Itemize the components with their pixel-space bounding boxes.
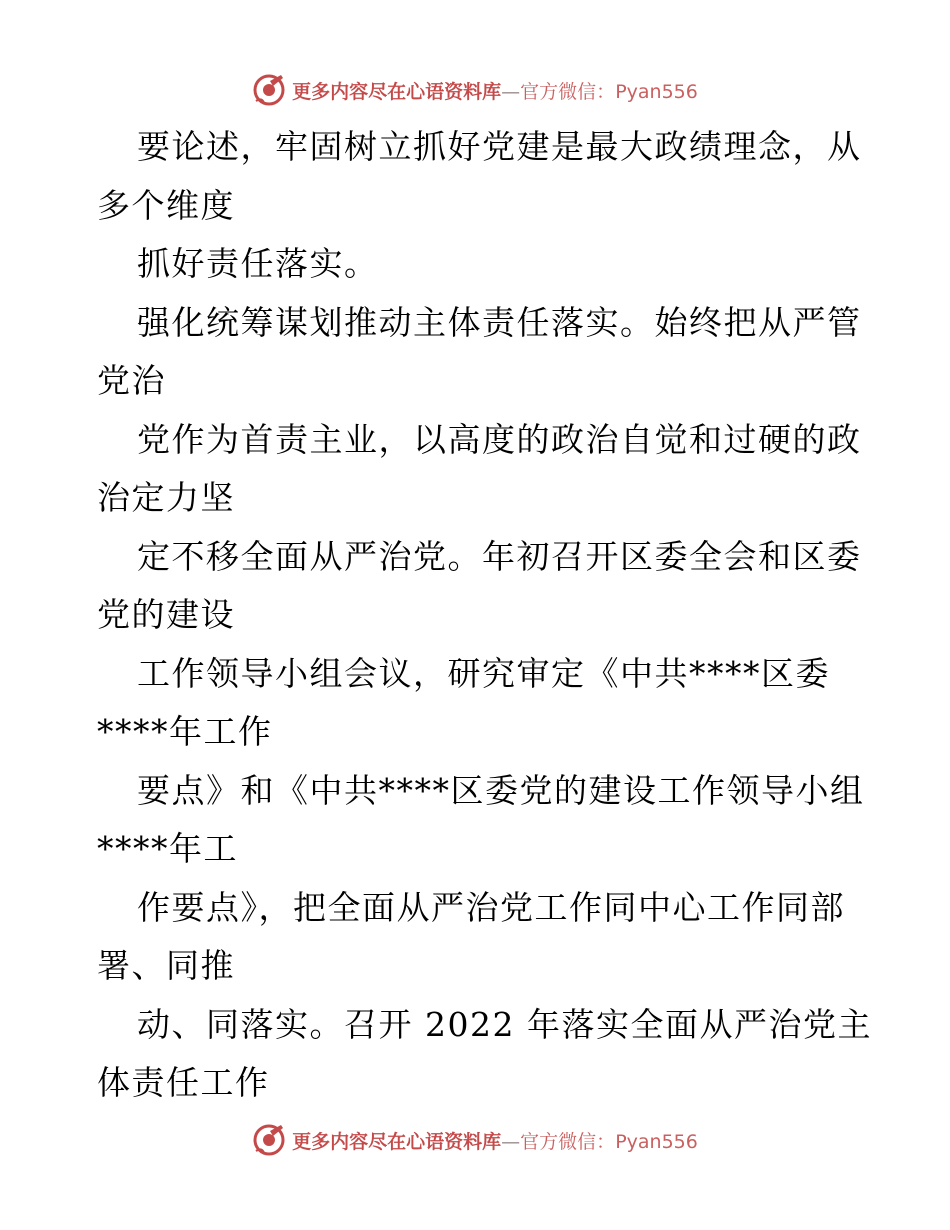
wechat-label: 官方微信： (520, 1130, 616, 1153)
text-line: 党的建设 (97, 595, 235, 634)
brand-text: 更多内容尽在心语资料库 (292, 80, 502, 103)
wechat-label: 官方微信： (520, 80, 616, 103)
text-line: 署、同推 (97, 946, 235, 985)
footer-watermark-banner (0, 1120, 950, 1160)
wechat-id: Pyan556 (615, 1130, 698, 1153)
text-line: 强化统筹谋划推动主体责任落实。始终把从严管 (137, 302, 862, 342)
watermark-text (292, 77, 698, 104)
watermark-text (292, 1127, 698, 1154)
text-line: 要点》和《中共****区委党的建设工作领导小组 (137, 770, 865, 810)
text-line: 党作为首责主业，以高度的政治自觉和过硬的政 (137, 419, 862, 459)
text-line: 作要点》，把全面从严治党工作同中心工作同部 (137, 887, 845, 927)
separator: — (501, 1130, 521, 1153)
pen-in-circle-logo-icon (252, 1123, 286, 1157)
brand-text: 更多内容尽在心语资料库 (292, 1130, 502, 1153)
text-line: 党治 (97, 361, 166, 400)
text-line: 定不移全面从严治党。年初召开区委全会和区委 (137, 536, 862, 576)
text-line: 动、同落实。召开 2022 年落实全面从严治党主 (137, 1004, 872, 1044)
text-line: 要论述，牢固树立抓好党建是最大政绩理念，从 (137, 127, 862, 166)
text-line: ****年工 (97, 829, 238, 868)
text-line: 抓好责任落实。 (137, 244, 379, 283)
pen-in-circle-logo-icon (252, 73, 286, 107)
document-body (97, 118, 872, 1113)
wechat-id: Pyan556 (615, 80, 698, 103)
separator: — (501, 80, 521, 103)
text-line: 工作领导小组会议，研究审定《中共****区委 (137, 653, 830, 693)
text-line: 体责任工作 (97, 1063, 270, 1102)
text-line: 治定力坚 (97, 478, 235, 517)
header-watermark-banner (0, 70, 950, 110)
text-line: ****年工作 (97, 712, 273, 751)
text-line: 多个维度 (97, 185, 235, 225)
